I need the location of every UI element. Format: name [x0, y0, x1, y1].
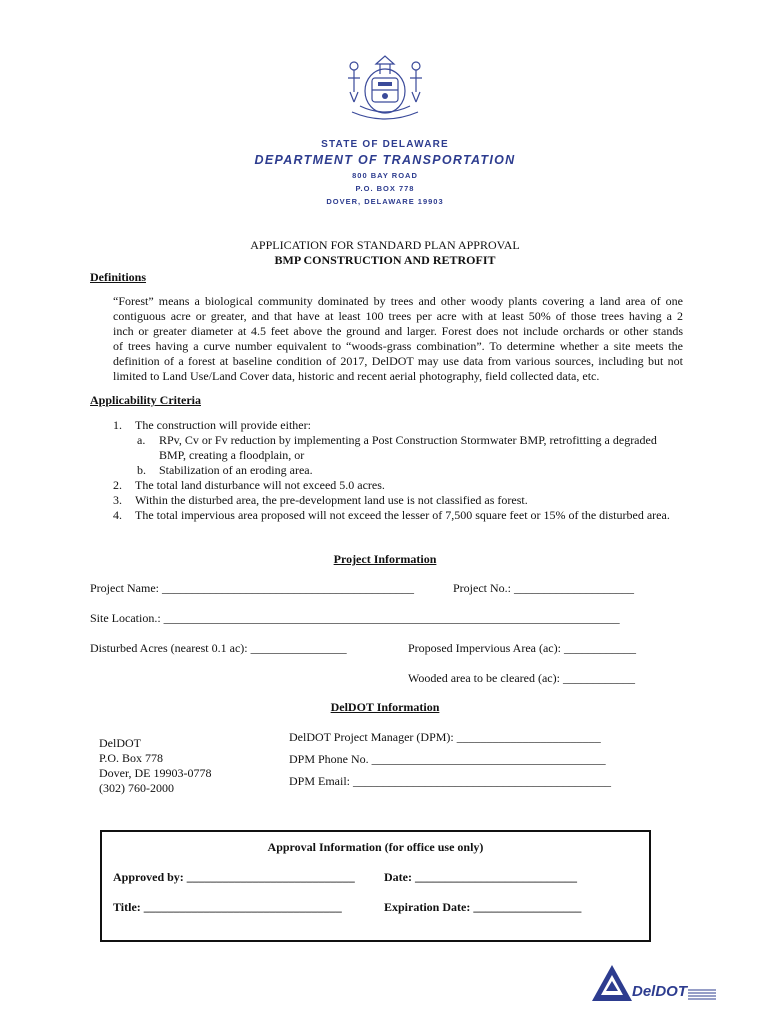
disturbed-acres-field[interactable]: Disturbed Acres (nearest 0.1 ac): ________________ — [90, 641, 347, 655]
list-item-text: The total land disturbance will not exceed 5.0 acres. — [135, 478, 385, 492]
site-location-field[interactable]: Site Location.: ____________________________________________________________________________ — [90, 611, 620, 625]
definitions-line: definition of a forest at baseline condition of 2017, DelDOT may use data from various sources, including but not — [113, 354, 683, 368]
application-title: APPLICATION FOR STANDARD PLAN APPROVAL — [250, 238, 520, 252]
approval-date-field[interactable]: Date: ___________________________ — [384, 870, 577, 884]
dpm-email-field[interactable]: DPM Email: ___________________________________________ — [289, 774, 612, 788]
list-item — [113, 478, 683, 493]
list-subitem — [113, 463, 683, 478]
list-subitem-letter: a. — [137, 433, 146, 447]
list-subitem-text: Stabilization of an eroding area. — [159, 463, 313, 477]
definitions-line: “Forest” means a biological community dominated by trees and other woody plants covering a land area of one — [113, 294, 683, 308]
list-item-number: 3. — [113, 493, 122, 507]
deldot-info-heading: DelDOT Information — [330, 700, 440, 714]
deldot-phone: (302) 760-2000 — [99, 781, 174, 795]
deldot-logo — [590, 963, 720, 1005]
list-item — [113, 418, 683, 433]
approval-heading: Approval Information (for office use only) — [267, 840, 484, 854]
list-item-number: 4. — [113, 508, 122, 522]
impervious-area-field[interactable]: Proposed Impervious Area (ac): ____________ — [408, 641, 636, 655]
list-item — [113, 508, 683, 523]
list-item-text: The total impervious area proposed will not exceed the lesser of 7,500 square feet or 15% of the disturbed area. — [135, 508, 670, 522]
list-item-text: Within the disturbed area, the pre-development land use is not classified as forest. — [135, 493, 528, 507]
definitions-line: contiguous acre or greater, and that have at least 100 trees per acre with at least 50% of those trees having a 2 — [113, 309, 683, 323]
definitions-line: of trees having a curve number equivalent to “woods-grass combination”. To determine whether a site meets the — [113, 339, 683, 353]
wooded-area-field[interactable]: Wooded area to be cleared (ac): ____________ — [408, 671, 635, 685]
dpm-phone-field[interactable]: DPM Phone No. _______________________________________ — [289, 752, 606, 766]
list-item — [113, 493, 683, 508]
list-item-number: 1. — [113, 418, 122, 432]
letterhead-address-2: P.O. BOX 778 — [355, 184, 415, 193]
list-subitem-letter: b. — [137, 463, 146, 477]
application-subtitle: BMP CONSTRUCTION AND RETROFIT — [274, 253, 496, 267]
letterhead-department: DEPARTMENT OF TRANSPORTATION — [254, 153, 516, 167]
list-item-number: 2. — [113, 478, 122, 492]
letterhead — [200, 138, 570, 208]
delaware-state-seal — [340, 46, 430, 132]
deldot-address-line: Dover, DE 19903-0778 — [99, 766, 212, 780]
deldot-address — [99, 736, 212, 796]
deldot-address-line: DelDOT — [99, 736, 141, 750]
project-info-heading: Project Information — [333, 552, 437, 566]
letterhead-state: STATE OF DELAWARE — [321, 139, 449, 150]
project-number-field[interactable]: Project No.: ____________________ — [453, 581, 634, 595]
applicability-heading: Applicability Criteria — [90, 393, 201, 407]
definitions-line: limited to Land Use/Land Cover data, historic and recent aerial photography, field collected data, etc. — [113, 369, 600, 383]
deldot-lines-icon — [688, 988, 718, 1002]
applicability-list — [113, 418, 683, 523]
definitions-paragraph — [113, 294, 683, 384]
deldot-triangle-icon — [590, 963, 634, 1005]
letterhead-address-1: 800 BAY ROAD — [352, 171, 418, 180]
letterhead-address-3: DOVER, DELAWARE 19903 — [326, 197, 444, 206]
list-subitem — [113, 433, 683, 463]
definitions-heading: Definitions — [90, 270, 147, 284]
approved-by-field[interactable]: Approved by: ____________________________ — [113, 870, 355, 884]
list-subitem-text: RPv, Cv or Fv reduction by implementing a Post Construction Stormwater BMP, retrofitting a degraded BMP, creating a floodplain, or — [159, 433, 657, 462]
expiration-date-field[interactable]: Expiration Date: __________________ — [384, 900, 582, 914]
project-name-field[interactable]: Project Name: __________________________________________ — [90, 581, 414, 595]
deldot-logo-text: DelDOT — [632, 983, 688, 1000]
list-item-text: The construction will provide either: — [135, 418, 311, 432]
state-seal-icon — [340, 46, 430, 132]
approver-title-field[interactable]: Title: _________________________________ — [113, 900, 342, 914]
dpm-name-field[interactable]: DelDOT Project Manager (DPM): ________________________ — [289, 730, 601, 744]
definitions-line: inch or greater diameter at 4.5 feet above the ground and larger. Forest does not include orchards or other stands — [113, 324, 683, 338]
deldot-address-line: P.O. Box 778 — [99, 751, 164, 765]
